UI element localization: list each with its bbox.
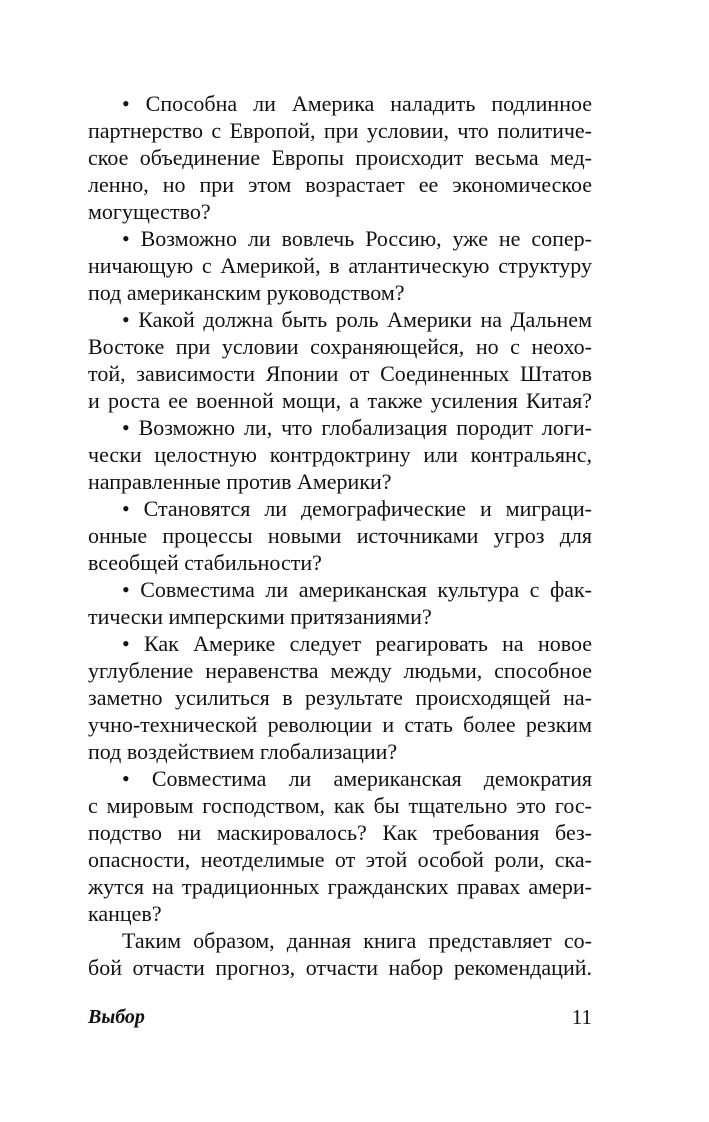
page-number: 11 — [571, 1005, 592, 1029]
text-line: ское объединение Европы происходит весьма мед- — [88, 145, 592, 170]
text-line: направленные против Америки? — [88, 469, 392, 494]
text-line: • Совместима ли американская культура с фак- — [122, 577, 592, 602]
text-line: • Как Америке следует реагировать на новое — [122, 631, 592, 656]
text-line: углубление неравенства между людьми, способное — [88, 658, 592, 683]
running-title: Выбор — [88, 1006, 145, 1028]
text-line: чески целостную контрдоктрину или контральянс, — [88, 442, 592, 467]
text-line: и роста ее военной мощи, а также усиления Китая? — [88, 388, 592, 413]
text-line: под воздействием глобализации? — [88, 739, 398, 764]
paragraph — [88, 225, 592, 306]
text-line: Востоке при условии сохраняющейся, но с неохо- — [88, 334, 592, 359]
text-line: ничающую с Америкой, в атлантическую структуру — [88, 253, 592, 278]
paragraph — [88, 765, 592, 927]
text-line: • Возможно ли, что глобализация породит логи- — [122, 415, 592, 440]
text-line: Таким образом, данная книга представляет со- — [122, 928, 592, 953]
paragraph — [88, 576, 592, 630]
text-line: опасности, неотделимые от этой особой роли, ска- — [88, 847, 592, 872]
text-line: учно-технической революции и стать более резким — [88, 712, 592, 737]
text-line: той, зависимости Японии от Соединенных Штатов — [88, 361, 592, 386]
paragraph — [88, 306, 592, 414]
text-line: жутся на традиционных гражданских правах амери- — [88, 874, 592, 899]
body-text — [88, 90, 592, 981]
text-line: канцев? — [88, 901, 162, 926]
text-line: бой отчасти прогноз, отчасти набор рекомендаций. — [88, 955, 592, 980]
paragraph — [88, 630, 592, 765]
paragraph — [88, 927, 592, 981]
text-line: • Возможно ли вовлечь Россию, уже не сопер- — [122, 226, 592, 251]
text-line: подство ни маскировалось? Как требования без- — [88, 820, 592, 845]
text-line: • Способна ли Америка наладить подлинное — [122, 91, 592, 116]
text-line: с мировым господством, как бы тщательно это гос- — [88, 793, 592, 818]
text-line: • Совместима ли американская демократия — [122, 766, 592, 791]
text-line: всеобщей стабильности? — [88, 550, 322, 575]
text-line: партнерство с Европой, при условии, что политиче- — [88, 118, 592, 143]
text-line: под американским руководством? — [88, 280, 405, 305]
text-line: онные процессы новыми источниками угроз для — [88, 523, 592, 548]
text-line: могущество? — [88, 199, 211, 224]
text-line: тически имперскими притязаниями? — [88, 604, 432, 629]
paragraph — [88, 90, 592, 225]
text-line: ленно, но при этом возрастает ее экономическое — [88, 172, 592, 197]
paragraph — [88, 414, 592, 495]
text-line: • Какой должна быть роль Америки на Дальнем — [122, 307, 592, 332]
paragraph — [88, 495, 592, 576]
page-footer — [88, 1003, 592, 1031]
text-line: заметно усилиться в результате происходящей на- — [88, 685, 592, 710]
text-line: • Становятся ли демографические и миграци- — [122, 496, 592, 521]
